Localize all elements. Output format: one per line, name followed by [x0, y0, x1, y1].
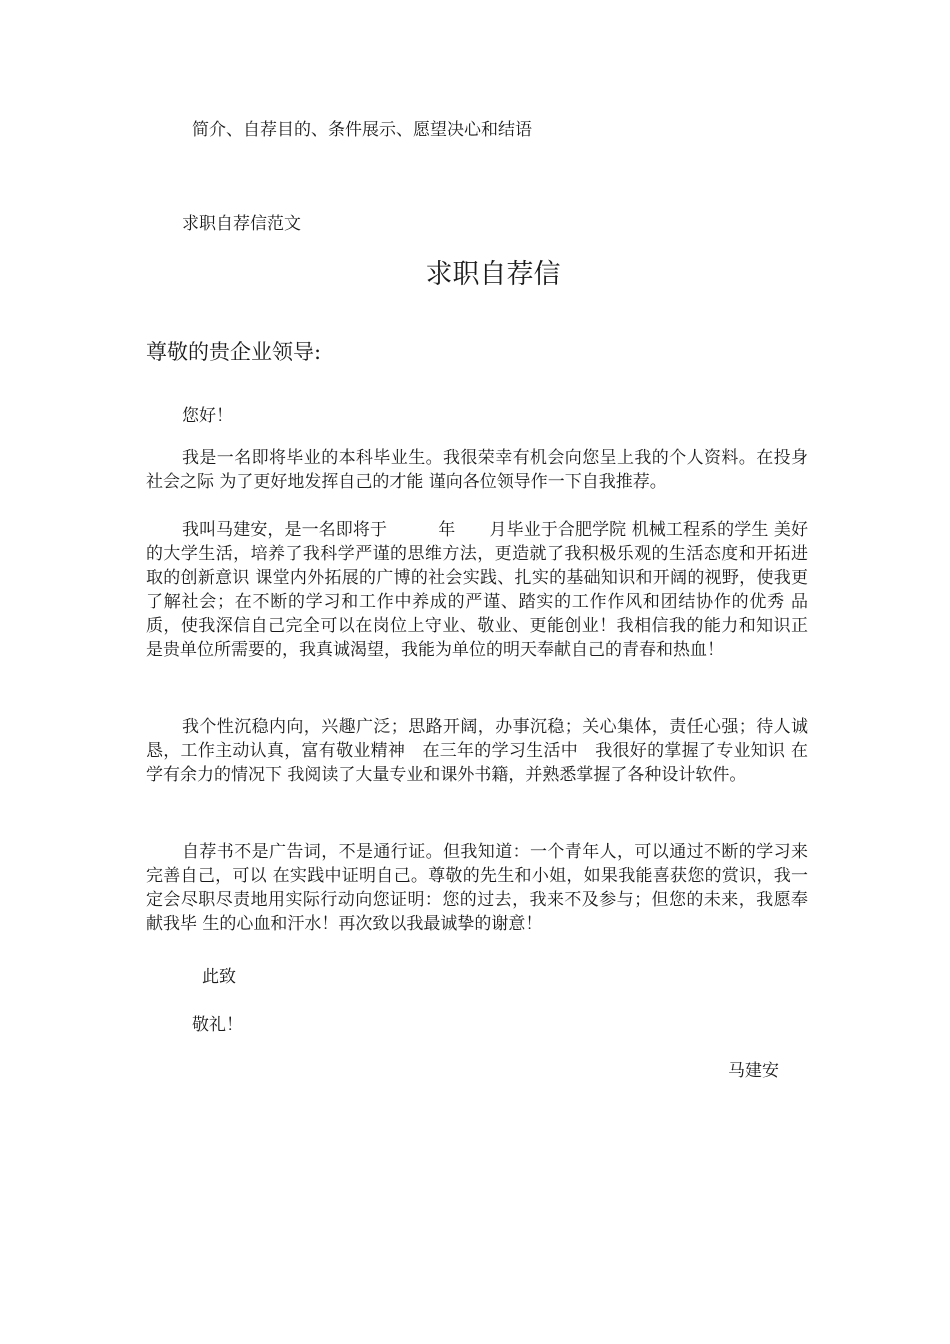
document-subtitle: 求职自荐信范文 — [182, 214, 301, 234]
signature: 马建安 — [728, 1061, 779, 1081]
paragraph-introduction: 我是一名即将毕业的本科毕业生。我很荣幸有机会向您呈上我的个人资料。在投身社会之际 为了更好地发挥自己的才能 谨向各位领导作一下自我推荐。 — [146, 448, 808, 492]
closing-cizhi: 此致 — [202, 967, 236, 987]
paragraph-conclusion: 自荐书不是广告词，不是通行证。但我知道：一个青年人，可以通过不断的学习来完善自己，可以 在实践中证明自己。尊敬的先生和小姐，如果我能喜获您的赏识，我一定会尽职尽责地用实际行动向您证明：您的过去，我来不及参与；但您的未来，我愿奉献我毕 生的心血和汗水！再次致以我最诚挚的谢意！ — [146, 842, 808, 934]
paragraph-background: 我叫马建安，是一名即将于 年 月毕业于合肥学院 机械工程系的学生 美好的大学生活，培养了我科学严谨的思维方法，更造就了我积极乐观的生活态度和开拓进取的创新意识 课堂内外拓展的广博的社会实践、扎实的基础知识和开阔的视野，使我更了解社会；在不断的学习和工作中养成的严谨、踏实的工作作风和团结协作的优秀 品质，使我深信自己完全可以在岗位上守业、敬业、更能创业！我相信我的能力和知识正是贵单位所需要的，我真诚渴望，我能为单位的明天奉献自己的青春和热血！ — [146, 520, 808, 660]
closing-jingli: 敬礼！ — [192, 1015, 243, 1035]
paragraph-personality: 我个性沉稳内向，兴趣广泛；思路开阔，办事沉稳；关心集体，责任心强；待人诚恳，工作主动认真，富有敬业精神 在三年的学习生活中 我很好的掌握了专业知识 在学有余力的情况下 我阅读了大量专业和课外书籍，并熟悉掌握了各种设计软件。 — [146, 717, 808, 785]
summary-line: 简介、自荐目的、条件展示、愿望决心和结语 — [192, 120, 532, 140]
greeting: 您好！ — [182, 406, 233, 426]
document-title: 求职自荐信 — [425, 259, 561, 290]
salutation: 尊敬的贵企业领导: — [146, 340, 322, 364]
